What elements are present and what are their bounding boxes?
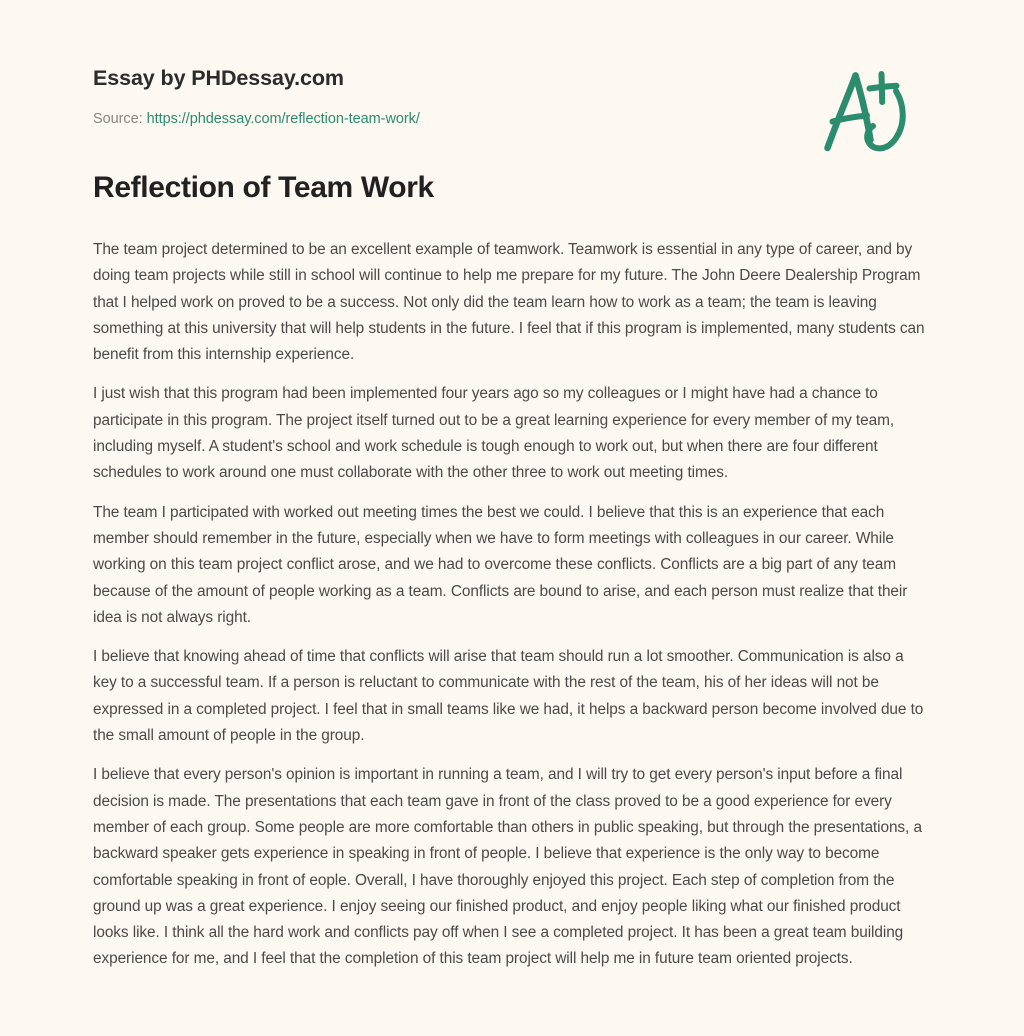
essay-body <box>93 206 931 973</box>
essay-paragraph: The team project determined to be an excellent example of teamwork. Teamwork is essential in any type of career, and by doing team projects while still in school will continue to help me prepare for my future. The John Deere Dealership Program that I helped work on proved to be a success. Not only did the team learn how to work as a team; the team is leaving something at this university that will help students in the future. I feel that if this program is implemented, many students can benefit from this internship experience. <box>93 241 925 364</box>
document-header <box>93 0 931 127</box>
essay-paragraph: The team I participated with worked out meeting times the best we could. I believe that this is an experience that each member should remember in the future, especially when we have to form meetings with colleagues in our career. While working on this team project conflict arose, and we had to overcome these conflicts. Conflicts are a big part of any team because of the amount of people working as a team. Conflicts are bound to arise, and each person must realize that their idea is not always right. <box>93 503 908 626</box>
essay-paragraph: I believe that every person's opinion is important in running a team, and I will try to get every person's input before a final decision is made. The presentations that each team gave in front of the class proved to be a good experience for every member of each group. Some people are more comfortable than others in public speaking, but through the presentations, a backward speaker gets experience in speaking in front of people. I believe that experience is the only way to become comfortable speaking in front of eople. Overall, I have thoroughly enjoyed this project. Each step of completion from the ground up was a great experience. I enjoy seeing our finished product, and enjoy people liking what our finished product looks like. I think all the hard work and conflicts pay off when I see a completed project. It has been a great team building experience for me, and I feel that the completion of this team project will help me in future team oriented projects. <box>93 766 922 968</box>
page-title: Reflection of Team Work <box>93 171 434 204</box>
essay-paragraph: I just wish that this program had been implemented four years ago so my colleagues or I might have had a chance to participate in this program. The project itself turned out to be a great learning experience for every member of my team, including myself. A student's school and work schedule is tough enough to work out, but when there are four different schedules to work around one must collaborate with the other three to work out meeting times. <box>93 385 895 482</box>
a-plus-handwritten-logo-icon <box>817 66 913 158</box>
source-line <box>93 111 931 128</box>
source-label: Source: <box>93 110 143 127</box>
brand-title: Essay by PHDessay.com <box>93 66 344 90</box>
source-url-link[interactable]: https://phdessay.com/reflection-team-work/ <box>146 110 420 127</box>
essay-paragraph: I believe that knowing ahead of time that conflicts will arise that team should run a lot smoother. Communication is also a key to a successful team. If a person is reluctant to communicate with the rest of the team, his of her ideas will not be expressed in a completed project. I feel that in small teams like we had, it helps a backward person become involved due to the small amount of people in the group. <box>93 648 924 745</box>
